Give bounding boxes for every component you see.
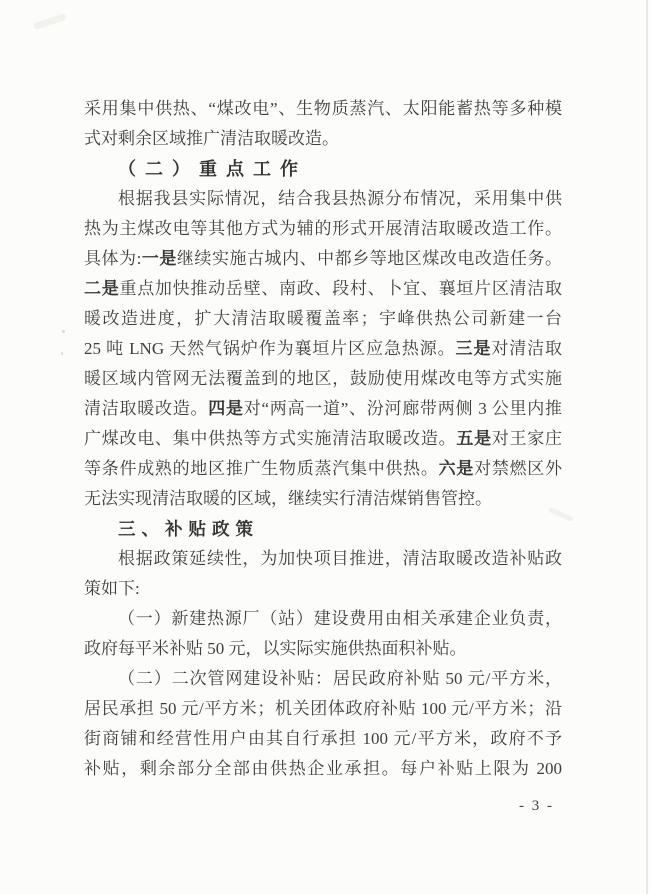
text-segment: 暖区域内管网无法覆盖到的地区，鼓励使用煤改电等方式实施 [84,369,562,388]
ordinal-marker: 四是 [208,399,244,418]
text-line [84,574,562,604]
ordinal-marker: 二是 [84,279,120,298]
text-line [84,214,562,244]
text-segment: 暖改造进度，扩大清洁取暖覆盖率；宇峰供热公司新建一台 [84,309,562,328]
text-line [84,304,562,334]
text-segment: 式对剩余区域推广清洁取暖改造。 [84,129,339,148]
text-segment: 根据政策延续性，为加快项目推进，清洁取暖改造补贴政 [118,549,562,568]
scan-speck [61,352,63,355]
text-line [84,454,562,484]
text-line [84,244,562,274]
text-line [84,274,562,304]
text-segment: 对禁燃区外 [474,459,563,478]
scan-smudge [33,13,67,30]
text-line [84,394,562,424]
text-line [84,334,562,364]
page-number: - 3 - [519,798,554,814]
section-heading [84,154,562,184]
scan-speck [62,330,65,333]
text-line [84,484,562,514]
scan-edge-line [646,0,648,894]
text-segment: 补贴，剩余部分全部由供热企业承担。每户补贴上限为 200 [84,759,562,778]
text-segment: 政府每平米补贴 50 元，以实际实施供热面积补贴。 [84,639,467,658]
ordinal-marker: 六是 [438,459,475,478]
section-heading-text: （二）重点工作 [118,159,307,179]
text-line [84,604,562,634]
text-segment: 采用集中供热、“煤改电”、生物质蒸汽、太阳能蓄热等多种模 [84,99,562,118]
text-segment: 25 吨 LNG 天然气锅炉作为襄垣片区应急热源。 [84,339,456,358]
text-segment: 居民承担 50 元/平方米；机关团体政府补贴 100 元/平方米；沿 [84,699,562,718]
text-segment: 对清洁取 [491,339,563,358]
text-segment: 根据我县实际情况，结合我县热源分布情况，采用集中供 [118,189,562,208]
text-block [84,94,562,784]
text-segment: 等条件成熟的地区推广生物质蒸汽集中供热。 [84,459,439,478]
text-segment: 具体为: [84,249,142,268]
text-line [84,184,562,214]
text-segment: 清洁取暖改造。 [84,399,209,418]
section-heading [84,514,562,544]
text-line [84,94,562,124]
section-heading-text: 三、补贴政策 [118,519,259,539]
text-line [84,724,562,754]
text-segment: （一）新建热源厂（站）建设费用由相关承建企业负责， [118,609,562,628]
text-line [84,634,562,664]
text-segment: 继续实施古城内、中都乡等地区煤改电改造任务。 [176,249,563,268]
text-line [84,754,562,784]
text-line [84,544,562,574]
ordinal-marker: 三是 [455,339,492,358]
text-line [84,364,562,394]
text-segment: 对王家庄 [491,429,563,448]
text-line [84,694,562,724]
text-line [84,424,562,454]
text-segment: 广煤改电、集中供热等方式实施清洁取暖改造。 [84,429,457,448]
text-segment: 街商铺和经营性用户由其自行承担 100 元/平方米，政府不予 [84,729,562,748]
text-segment: （二）二次管网建设补贴：居民政府补贴 50 元/平方米， [118,669,562,688]
text-line [84,124,562,154]
text-segment: 重点加快推动岳壁、南政、段村、卜宜、襄垣片区清洁取 [119,279,563,298]
text-line [84,664,562,694]
text-segment: 热为主煤改电等其他方式为辅的形式开展清洁取暖改造工作。 [84,219,562,238]
text-segment: 策如下: [84,579,140,598]
ordinal-marker: 一是 [141,249,177,268]
text-segment: 无法实现清洁取暖的区域，继续实行清洁煤销售管控。 [84,489,492,508]
ordinal-marker: 五是 [456,429,492,448]
text-segment: 对“两高一道”、汾河廊带两侧 3 公里内推 [243,399,563,418]
